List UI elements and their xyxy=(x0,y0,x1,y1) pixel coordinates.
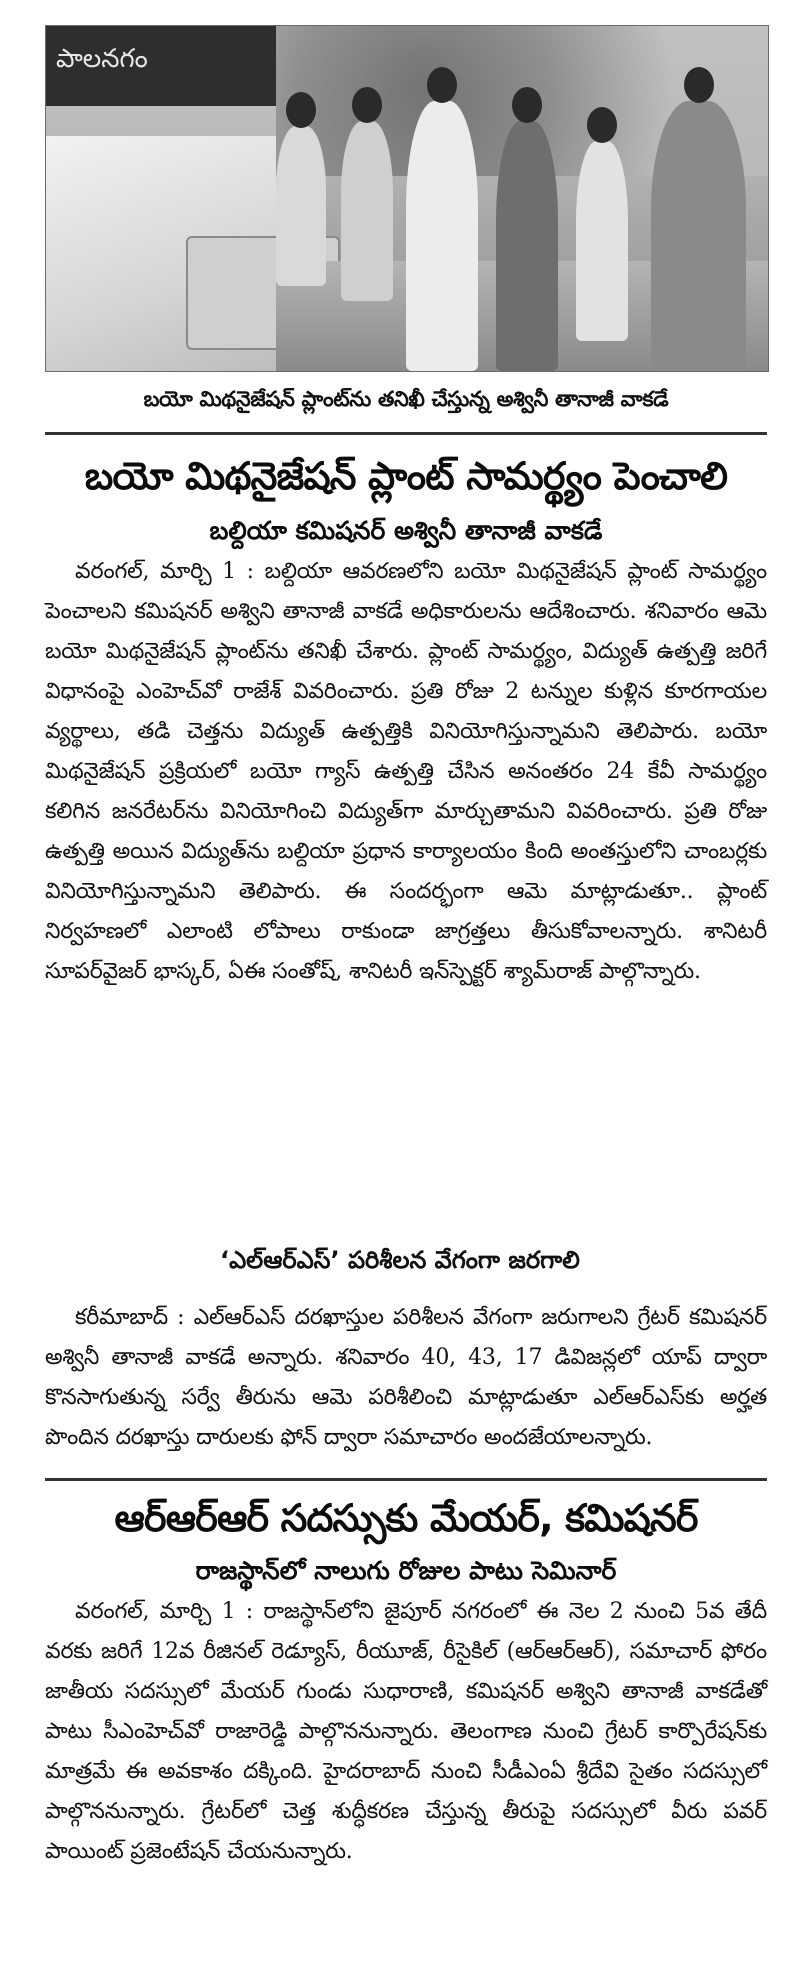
article-subsection-body: కరీమాబాద్ : ఎల్‌ఆర్‌ఎస్ దరఖాస్తుల పరిశీలన వేగంగా జరుగాలని గ్రేటర్ కమిషనర్ అశ్వినీ తానాజీ వాకడే అన్నారు. శనివారం 40, 43, 17 డివిజన్లలో యాప్ ద్వారా కొనసాగుతున్న సర్వే తీరును ఆమె పరిశీలించి మాట్లాడుతూ ఎల్‌ఆర్‌ఎస్‌కు అర్హత పొందిన దరఖాస్తు దారులకు ఫోన్ ద్వారా సమాచారం అందజేయాలన్నారు. xyxy=(45,1305,767,1450)
photo-sign: పాలనగం xyxy=(46,26,276,106)
article-headline: బయో మిథనైజేషన్ ప్లాంట్ సామర్థ్యం పెంచాలి xyxy=(84,454,728,498)
photo-person xyxy=(576,141,628,341)
news-photo xyxy=(45,25,769,372)
photo-person xyxy=(651,101,746,371)
divider xyxy=(45,1478,767,1481)
article-body: వరంగల్, మార్చి 1 : బల్దియా ఆవరణలోని బయో మిథనైజేషన్ ప్లాంట్ సామర్థ్యం పెంచాలని కమిషనర్ అశ్విని తానాజీ వాకడే అధికారులను ఆదేశించారు. శనివారం ఆమె బయో మిథనైజేషన్ ప్లాంట్‌ను తనిఖీ చేశారు. ప్లాంట్ సామర్థ్యం, విద్యుత్ ఉత్పత్తి జరిగే విధానంపై ఎంహెచ్‌వో రాజేశ్ వివరించారు. ప్రతి రోజు 2 టన్నుల కుళ్లిన కూరగాయల వ్యర్థాలు, తడి చెత్తను విద్యుత్ ఉత్పత్తికి వినియోగిస్తున్నామని తెలిపారు. బయో మిథనైజేషన్ ప్రక్రియలో బయో గ్యాస్ ఉత్పత్తి చేసిన అనంతరం 24 కేవీ సామర్థ్యం కలిగిన జనరేటర్‌ను వినియోగించి విద్యుత్‌గా మార్చుతామని వివరించారు. ప్రతి రోజు ఉత్పత్తి అయిన విద్యుత్‌ను బల్దియా ప్రధాన కార్యాలయం కింది అంతస్తులోని చాంబర్లకు వినియోగిస్తున్నామని తెలిపారు. ఈ సందర్భంగా ఆమె మాట్లాడుతూ.. ప్లాంట్ నిర్వహణలో ఎలాంటి లోపాలు రాకుండా జాగ్రత్తలు తీసుకోవాలన్నారు. శానిటరీ సూపర్‌వైజర్ భాస్కర్, ఏఈ సంతోష్, శానిటరీ ఇన్‌స్పెక్టర్ శ్యామ్‌రాజ్ పాల్గొన్నారు. xyxy=(45,559,767,984)
article-subheadline: రాజస్థాన్‌లో నాలుగు రోజుల పాటు సెమినార్ xyxy=(195,1556,617,1585)
article-headline: ఆర్‌ఆర్‌ఆర్ సదస్సుకు మేయర్, కమిషనర్ xyxy=(114,1496,698,1540)
divider xyxy=(45,432,767,435)
photo-caption: బయో మిథనైజేషన్ ప్లాంట్‌ను తనిఖీ చేస్తున్న అశ్వినీ తానాజీ వాకడే xyxy=(143,387,669,411)
article-body: వరంగల్, మార్చి 1 : రాజస్థాన్‌లోని జైపూర్ నగరంలో ఈ నెల 2 నుంచి 5వ తేదీ వరకు జరిగే 12వ రీజినల్ రెడ్యూస్, రీయూజ్, రీసైకిల్ (ఆర్‌ఆర్‌ఆర్), సమాచార్ ఫోరం జాతీయ సదస్సులో మేయర్ గుండు సుధారాణి, కమిషనర్ అశ్విని తానాజీ వాకడేతో పాటు సీఎంహెచ్‌వో రాజారెడ్డి పాల్గొననున్నారు. తెలంగాణ నుంచి గ్రేటర్ కార్పొరేషన్‌కు మాత్రమే ఈ అవకాశం దక్కింది. హైదరాబాద్ నుంచి సీడీఎంఏ శ్రీదేవి సైతం సదస్సులో పాల్గొననున్నారు. గ్రేటర్‌లో చెత్త శుద్ధీకరణ చేస్తున్న తీరుపై సదస్సులో వీరు పవర్ పాయింట్ ప్రజెంటేషన్ చేయనున్నారు. xyxy=(45,1599,767,1864)
article-subheadline: బల్దియా కమిషనర్ అశ్వినీ తానాజీ వాకడే xyxy=(209,516,603,545)
photo-person xyxy=(341,121,393,301)
article-subsection-title: ‘ఎల్‌ఆర్‌ఎస్’ పరిశీలన వేగంగా జరగాలి xyxy=(220,1246,580,1274)
photo-person xyxy=(406,101,478,371)
photo-person xyxy=(496,121,558,371)
photo-person xyxy=(276,126,326,286)
